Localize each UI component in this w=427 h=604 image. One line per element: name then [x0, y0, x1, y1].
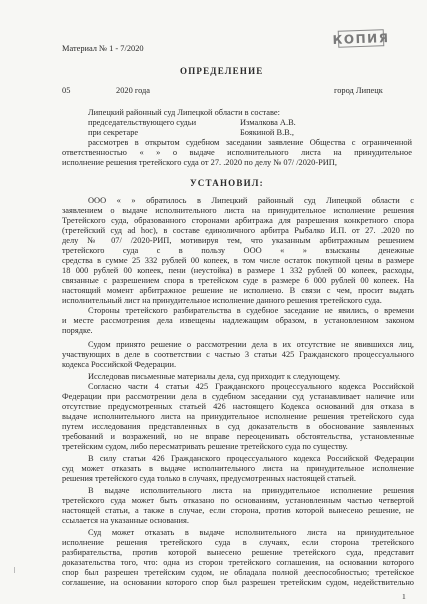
court-composition: Липецкий районный суд Липецкой области в составе: — [88, 108, 280, 117]
body-line: участвующих в деле в соответствии с частью 3 статьи 425 Гражданского процессуального — [62, 350, 414, 359]
body-line: Стороны третейского разбирательства в судебное заседание не явились, о времени — [88, 306, 414, 315]
presiding-name: Измалкова А.В. — [240, 118, 296, 127]
city: город Липецк — [334, 86, 383, 95]
body-line: Суд может отказать в выдаче исполнительного листа на принудительное — [88, 528, 414, 537]
body-line: Согласно части 4 статьи 425 Гражданского процессуального кодекса Российской — [88, 382, 414, 391]
document-title: ОПРЕДЕЛЕНИЕ — [180, 66, 264, 76]
body-line: выдаче исполнительного листа на принудительное исполнение решения третейского суда — [62, 412, 414, 421]
body-line: третейским судом, либо пересматривать решение третейского суда по существу. — [62, 442, 348, 451]
secretary-name: Боякиной В.В., — [240, 128, 294, 137]
secretary-label: при секретаре — [88, 128, 139, 137]
body-line: Исследовав письменные материалы дела, суд приходит к следующему. — [88, 372, 341, 381]
page-number: 1 — [402, 592, 406, 601]
intro-line: ответственностью « » о выдаче исполнительного листа на принудительное — [62, 148, 412, 157]
body-line: кодекса Российской Федерации. — [62, 360, 177, 369]
presiding-label: председательствующего судьи — [88, 118, 197, 127]
intro-line: рассмотрев в открытом судебном заседании заявление Общества с ограниченной — [88, 138, 412, 147]
body-line: связанные с разрешением спора в третейском суде в размере 6 000 рублей 00 копеек. На — [62, 276, 414, 285]
intro-line: исполнение решения третейского суда от 27. .2020 по делу № 07/ /2020-РИП, — [62, 158, 337, 167]
section-title: УСТАНОВИЛ: — [190, 178, 264, 188]
body-line: третейского суда может быть отказано по основаниям, установленным частью четвертой — [62, 496, 414, 505]
date-year: 2020 года — [116, 86, 150, 95]
body-line: исполнительный лист на принудительное исполнение данного решения третейского суда. — [62, 296, 382, 305]
body-line: (третейский суд ad hoc), в составе единоличного арбитра Рыбалко И.П. от 27. .2020 по — [62, 226, 414, 235]
body-line: В выдаче исполнительного листа на принудительное исполнение решения — [88, 486, 414, 495]
body-line: спор был разрешен третейским судом, не обладала полной дееспособностью; третейское — [62, 568, 414, 577]
body-line: порядке. — [62, 326, 93, 335]
copy-stamp — [332, 29, 390, 48]
case-number: Материал № 1 - 7/2020 — [62, 44, 144, 53]
body-line: средства в сумме 25 332 рублей 00 копеек, в том числе остаток покупной цены в размере — [62, 256, 414, 265]
scan-mark — [14, 567, 15, 573]
body-line: доказательства того, что: одна из сторон третейского соглашения, на основании которого — [62, 558, 414, 567]
body-line: третейского суда с в пользу ООО « » взысканы денежные — [62, 246, 414, 255]
body-line: делу № 07/ /2020-РИП, мотивируя тем, что указанным арбитражным решением — [62, 236, 414, 245]
body-line: В силу статьи 426 Гражданского процессуального кодекса Российской Федерации — [88, 454, 414, 463]
body-line: ссылается на указанные основания. — [62, 516, 189, 525]
body-line: соглашение, на основании которого спор был разрешен третейским судом, недействительно — [62, 578, 414, 587]
body-line: Третейского суда, образованного сторонами арбитража для разрешения конкретного спора — [62, 216, 414, 225]
body-line: Судом принято решение о рассмотрении дела в их отсутствие не явившихся лиц, — [88, 340, 414, 349]
stamp-text: КОПИЯ — [332, 30, 390, 47]
body-line: путем исследования представленных в суд доказательств в обоснование заявленных — [62, 422, 414, 431]
body-line: отсутствие предусмотренных статьей 426 настоящего Кодекса оснований для отказа в — [62, 402, 414, 411]
body-line: исполнение решения третейского суда в случаях, если сторона третейского — [62, 538, 414, 547]
body-line: ООО « » обратилось в Липецкий районный суд Липецкой области с — [88, 196, 414, 205]
body-line: суд может отказать в выдаче исполнительного листа на принудительное исполнение — [62, 464, 414, 473]
body-line: настоящей статьи, а также в случае, если сторона, против которой вынесено решение, не — [62, 506, 414, 515]
body-line: разбирательства, против которой вынесено решение третейского суда, представит — [62, 548, 414, 557]
body-line: и месте рассмотрения дела извещены надлежащим образом, в установленном законом — [62, 316, 414, 325]
body-line: настоящий момент арбитражное решение не исполнено. В связи с чем, просит выдать — [62, 286, 414, 295]
body-line: требований и возражений, но не вправе переоценивать обстоятельства, установленные — [62, 432, 414, 441]
body-line: 18 000 рублей 00 копеек, пени (неустойка) в размере 1 332 рублей 00 копеек, расходы, — [62, 266, 414, 275]
body-line: Федерации при рассмотрении дела в судебном заседании суд устанавливает наличие или — [62, 392, 414, 401]
body-line: заявлением о выдаче исполнительного листа на принудительное исполнение решения — [62, 206, 414, 215]
date-day: 05 — [62, 86, 71, 95]
body-line: решения третейского суда только в случаях, предусмотренных настоящей статьей. — [62, 474, 356, 483]
